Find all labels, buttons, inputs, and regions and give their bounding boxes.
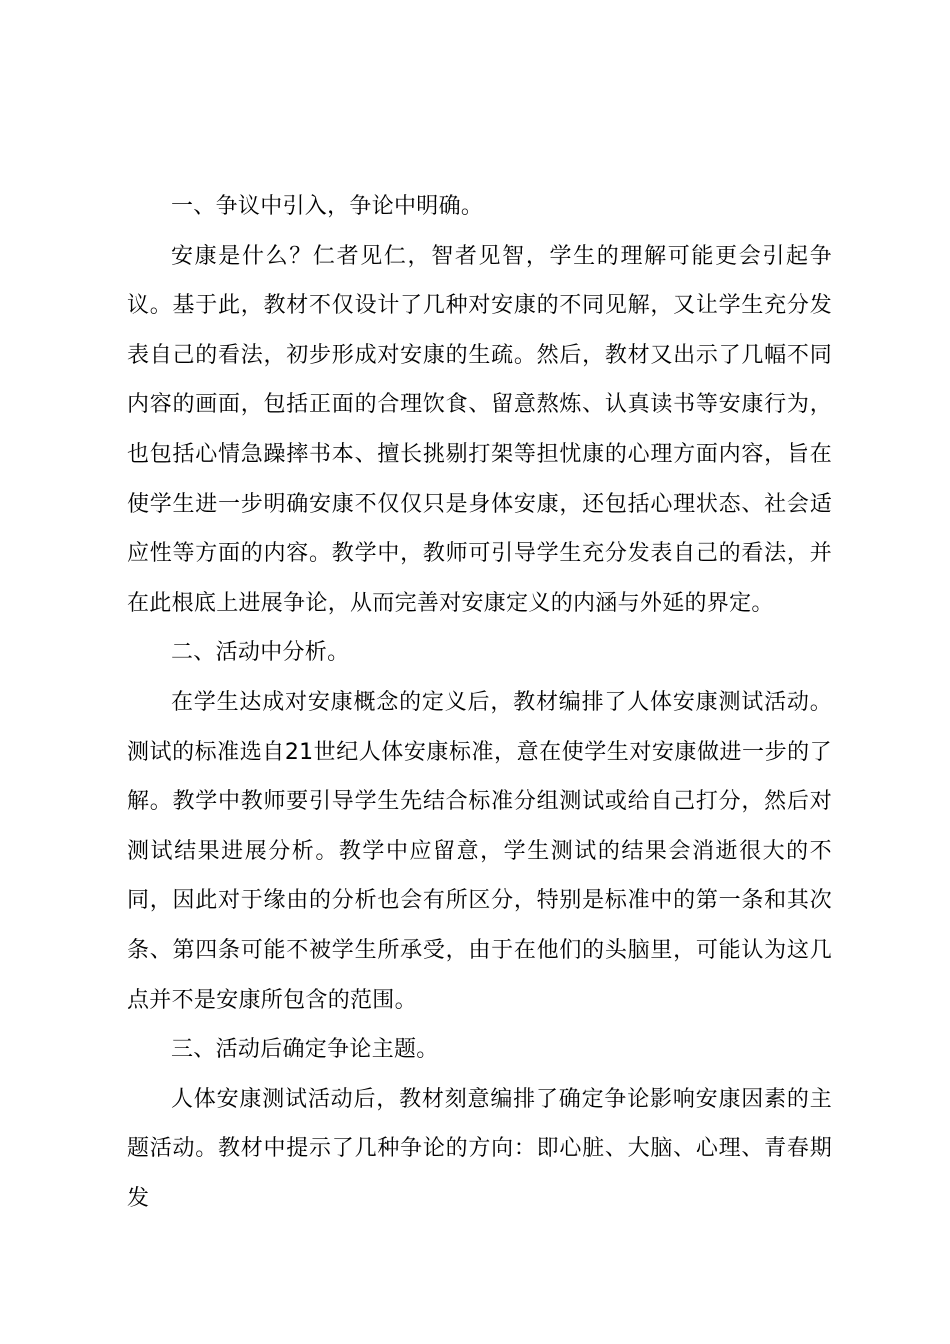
section-heading-3: 三、活动后确定争论主题。	[171, 1037, 439, 1063]
document-body	[127, 182, 832, 1223]
paragraph-2: 在学生达成对安康概念的定义后，教材编排了人体安康测试活动。测试的标准选自21世纪人体安康标准，意在使学生对安康做进一步的了解。教学中教师要引导学生先结合标准分组测试或给自己打分，然后对测试结果进展分析。教学中应留意，学生测试的结果会消逝很大的不同，因此对于缘由的分析也会有所区分，特别是标准中的第一条和其次条、第四条可能不被学生所承受，由于在他们的头脑里，可能认为这几点并不是安康所包含的范围。	[127, 689, 832, 1013]
section-heading-2: 二、活动中分析。	[171, 640, 350, 666]
paragraph-1: 安康是什么？仁者见仁，智者见智，学生的理解可能更会引起争议。基于此，教材不仅设计了几种对安康的不同见解，又让学生充分发表自己的看法，初步形成对安康的生疏。然后，教材又出示了几幅不同内容的画面，包括正面的合理饮食、留意熬炼、认真读书等安康行为，也包括心情急躁摔书本、擅长挑剔打架等担忧康的心理方面内容，旨在使学生进一步明确安康不仅仅只是身体安康，还包括心理状态、社会适应性等方面的内容。教学中，教师可引导学生充分发表自己的看法，并在此根底上进展争论，从而完善对安康定义的内涵与外延的界定。	[127, 243, 832, 616]
section-heading-1: 一、争议中引入，争论中明确。	[171, 194, 484, 219]
paragraph-3: 人体安康测试活动后，教材刻意编排了确定争论影响安康因素的主题活动。教材中提示了几种争论的方向：即心脏、大脑、心理、青春期发	[127, 1086, 832, 1211]
